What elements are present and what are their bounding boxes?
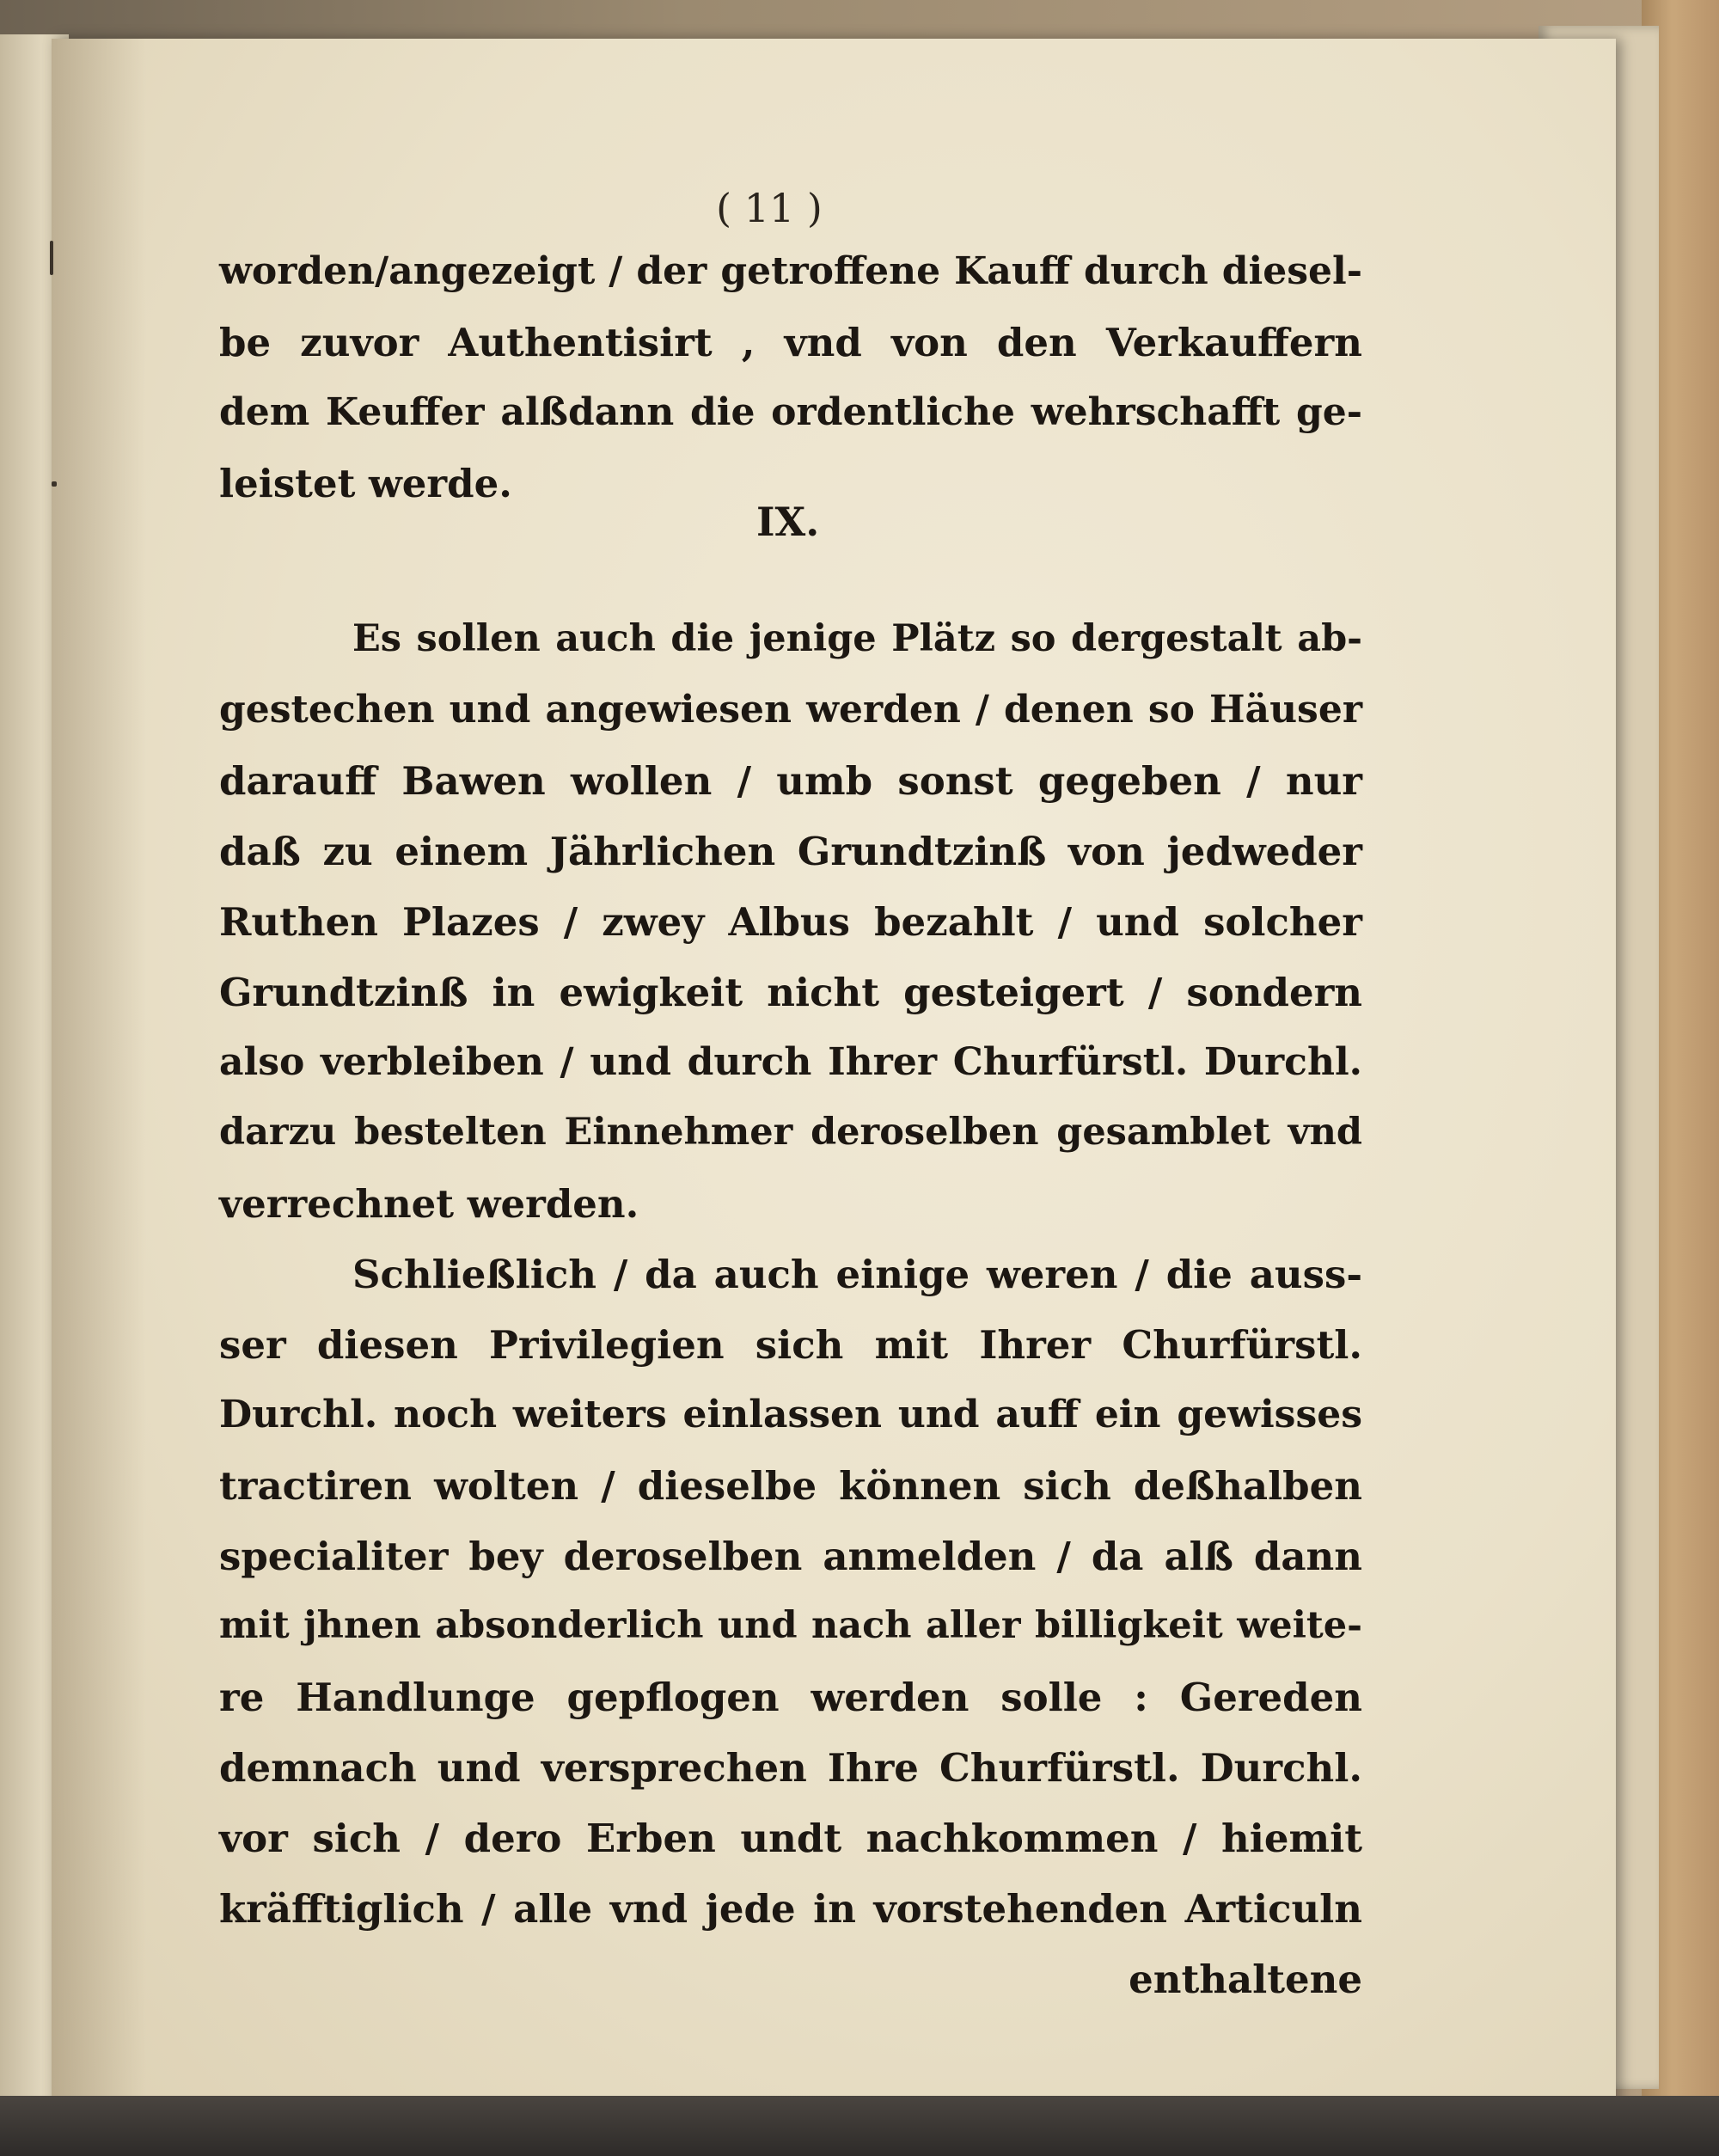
text-line: specialiter bey deroselben anmelden / da alß dann	[219, 1534, 1362, 1579]
text-line: darauff Bawen wollen / umb sonst gegeben / nur	[219, 758, 1362, 804]
text-line: Grundtzinß in ewigkeit nicht gesteigert / sondern	[219, 970, 1362, 1015]
text-line: dem Keuffer alßdann die ordentliche wehrschafft ge-	[219, 390, 1362, 434]
page-number: ( 11 )	[716, 185, 823, 231]
book-bottom-edge	[0, 2096, 1719, 2156]
text-line: Durchl. noch weiters einlassen und auff ein gewisses	[219, 1393, 1362, 1436]
text-line: also verbleiben / und durch Ihrer Churfürstl. Durchl.	[219, 1040, 1362, 1084]
text-line: verrechnet werden.	[219, 1181, 639, 1227]
section-heading: IX.	[756, 499, 820, 545]
catchword: enthaltene	[1129, 1957, 1362, 2002]
text-line: Schließlich / da auch einige weren / die auss-	[352, 1252, 1362, 1297]
text-line: leistet werde.	[219, 461, 512, 506]
gutter-mark	[50, 241, 53, 275]
text-line: mit jhnen absonderlich und nach aller billigkeit weite-	[219, 1604, 1362, 1647]
text-line: tractiren wolten / dieselbe können sich deßhalben	[219, 1463, 1362, 1509]
page-gutter-shadow	[52, 39, 146, 2119]
text-line: Es sollen auch die jenige Plätz so dergestalt ab-	[352, 617, 1362, 660]
gutter-mark	[52, 481, 57, 487]
text-line: gestechen und angewiesen werden / denen so Häuser	[219, 688, 1362, 732]
text-line: daß zu einem Jährlichen Grundtzinß von jedweder	[219, 829, 1362, 874]
text-line: ser diesen Privilegien sich mit Ihrer Churfürstl.	[219, 1322, 1362, 1368]
text-line: darzu bestelten Einnehmer deroselben gesamblet vnd	[219, 1111, 1362, 1154]
text-line: Ruthen Plazes / zwey Albus bezahlt / und solcher	[219, 899, 1362, 945]
text-line: worden/angezeigt / der getroffene Kauff durch diesel-	[219, 249, 1362, 293]
text-line: kräfftiglich / alle vnd jede in vorstehenden Articuln	[219, 1886, 1362, 1932]
text-line: re Handlunge gepflogen werden solle : Gereden	[219, 1675, 1362, 1720]
text-line: vor sich / dero Erben undt nachkommen / hiemit	[219, 1816, 1362, 1861]
text-line: be zuvor Authentisirt , vnd von den Verkauffern	[219, 320, 1362, 365]
text-line: demnach und versprechen Ihre Churfürstl. Durchl.	[219, 1745, 1362, 1791]
